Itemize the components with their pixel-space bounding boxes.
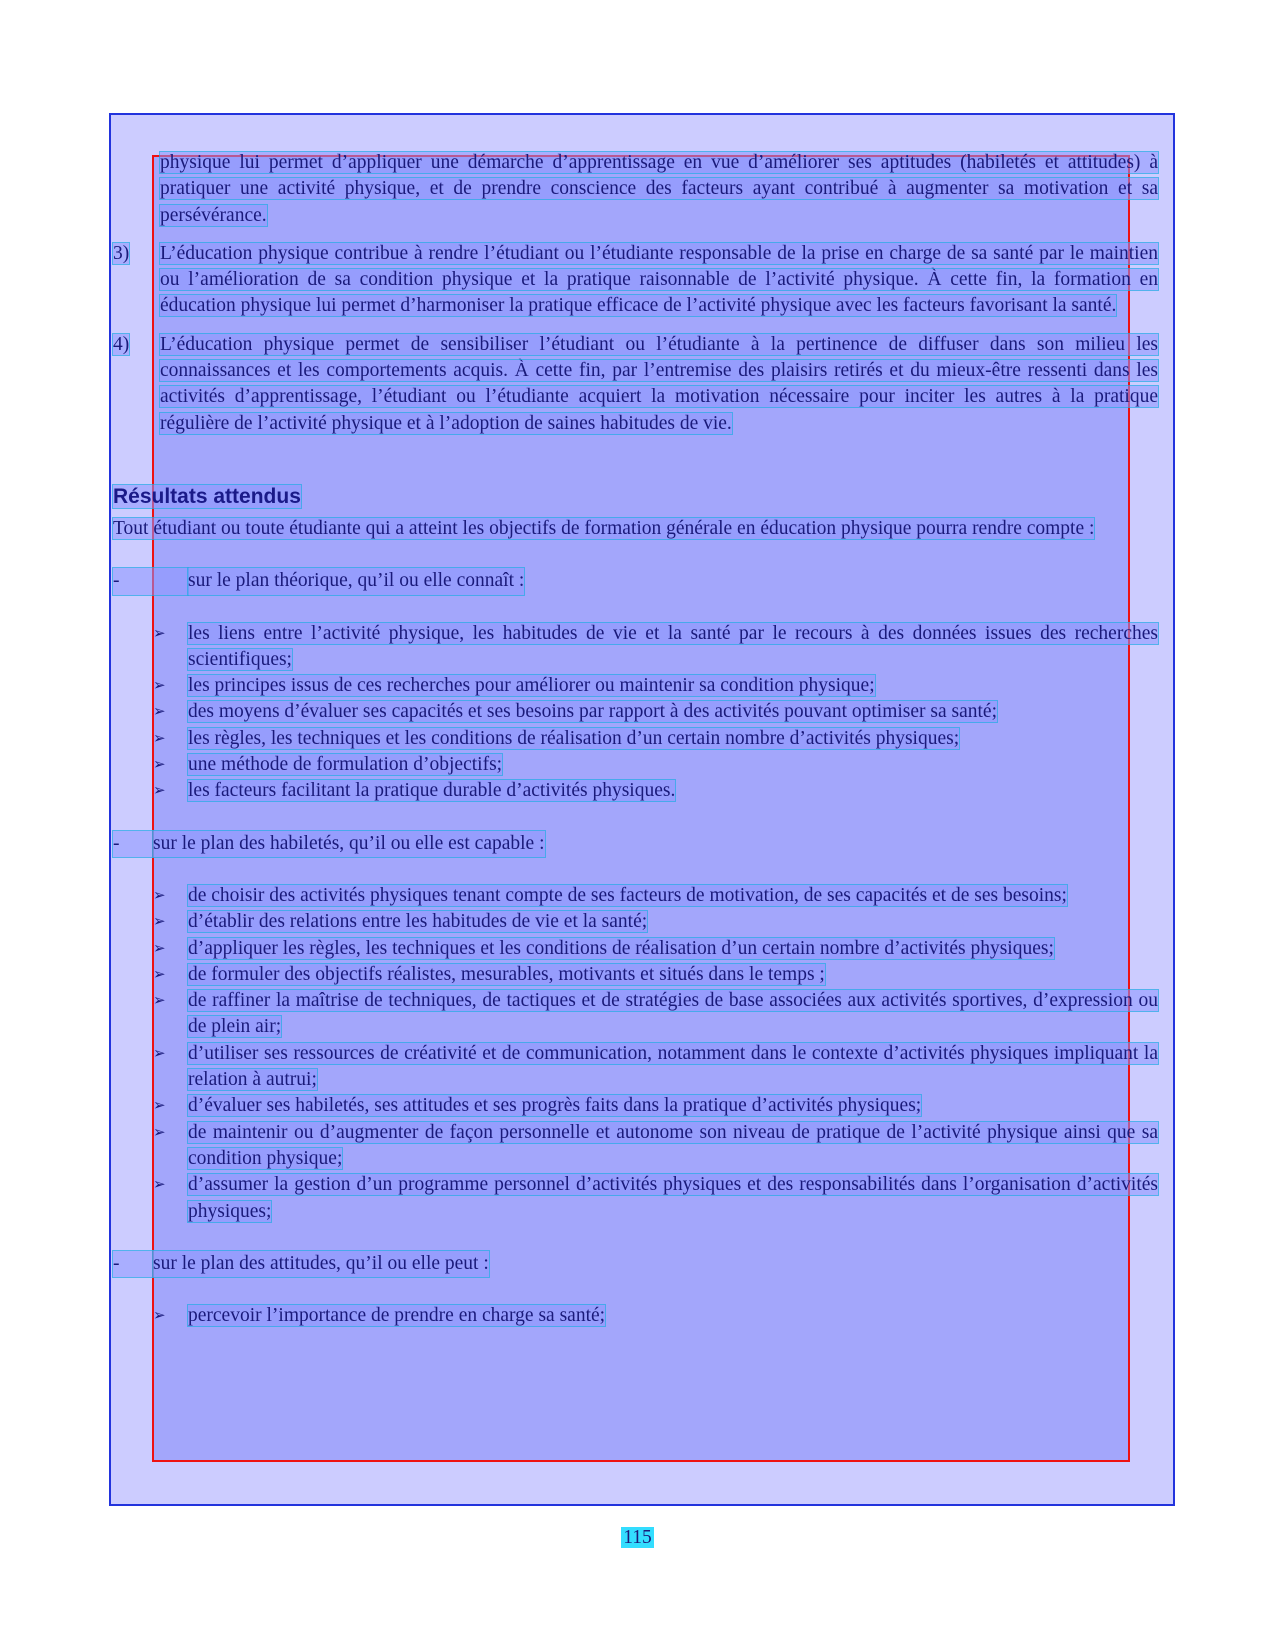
numbered-item: [113, 332, 1158, 437]
continuation-paragraph: physique lui permet d’appliquer une démarche d’apprentissage en vue d’améliorer ses aptitudes (habiletés et attitudes) à pratiquer une activité physique, et de prendre conscience des facteurs ayant contribué à augmenter sa motivation et sa persévérance.: [160, 152, 1158, 226]
list-item: ➢ de maintenir ou d’augmenter de façon personnelle et autonome son niveau de pratique de l’activité physique ainsi que sa condition physique;: [113, 1120, 1158, 1173]
list-item: ➢ percevoir l’importance de prendre en charge sa santé;: [113, 1303, 1158, 1329]
list-item: ➢ des moyens d’évaluer ses capacités et ses besoins par rapport à des activités pouvant optimiser sa santé;: [113, 699, 1158, 725]
list-item: ➢ les liens entre l’activité physique, les habitudes de vie et la santé par le recours à des données issues des recherches scientifiques;: [113, 621, 1158, 674]
list-item: ➢ les principes issus de ces recherches pour améliorer ou maintenir sa condition physique;: [113, 673, 1158, 699]
group-label: - sur le plan théorique, qu’il ou elle connaît :: [113, 568, 1158, 594]
page-content: [113, 150, 1158, 1329]
bullet-icon: ➢: [153, 1308, 166, 1325]
item-number: 4): [113, 333, 130, 355]
list-item: ➢ de choisir des activités physiques tenant compte de ses facteurs de motivation, de ses capacités et de ses besoins;: [113, 883, 1158, 909]
bullet-icon: ➢: [153, 783, 166, 800]
bullet-icon: ➢: [153, 993, 166, 1010]
item-text: L’éducation physique permet de sensibiliser l’étudiant ou l’étudiante à la pertinence de diffuser dans son milieu les connaissances et les comportements acquis. À cette fin, par l’entremise des plaisirs retirés et du mieux-être ressenti dans les activités d’apprentissage, l’étudiant ou l’étudiante acquiert la motivation nécessaire pour inciter les autres à la pratique régulière de l’activité physique et à l’adoption de saines habitudes de vie.: [160, 333, 1158, 434]
intro-paragraph: Tout étudiant ou toute étudiante qui a atteint les objectifs de formation générale en éducation physique pourra rendre compte :: [113, 517, 1095, 539]
bullet-icon: ➢: [153, 1177, 166, 1194]
group-label: - sur le plan des habiletés, qu’il ou elle est capable :: [113, 831, 1158, 857]
bullet-icon: ➢: [153, 1124, 166, 1141]
bullet-icon: ➢: [153, 678, 166, 695]
bullet-icon: ➢: [153, 1045, 166, 1062]
bullet-icon: ➢: [153, 625, 166, 642]
dash-marker: -: [113, 1251, 153, 1277]
list-item: ➢ les règles, les techniques et les conditions de réalisation d’un certain nombre d’activités physiques;: [113, 726, 1158, 752]
list-item: ➢ de raffiner la maîtrise de techniques, de tactiques et de stratégies de base associées aux activités sportives, d’expression ou de plein air;: [113, 988, 1158, 1041]
list-item: ➢ d’utiliser ses ressources de créativité et de communication, notamment dans le contexte d’activités physiques impliquant la relation à autrui;: [113, 1041, 1158, 1094]
item-text: L’éducation physique contribue à rendre l’étudiant ou l’étudiante responsable de la prise en charge de sa santé par le maintien ou l’amélioration de sa condition physique et la pratique raisonnable de l’activité physique. À cette fin, la formation en éducation physique lui permet d’harmoniser la pratique efficace de l’activité physique avec les facteurs favorisant la santé.: [160, 242, 1158, 317]
bullet-icon: ➢: [153, 940, 166, 957]
numbered-item: [113, 241, 1158, 320]
list-item: ➢ les facteurs facilitant la pratique durable d’activités physiques.: [113, 778, 1158, 804]
bullet-icon: ➢: [153, 757, 166, 774]
list-item: ➢ d’évaluer ses habiletés, ses attitudes et ses progrès faits dans la pratique d’activités physiques;: [113, 1093, 1158, 1119]
list-item: ➢ d’établir des relations entre les habitudes de vie et la santé;: [113, 909, 1158, 935]
bullet-icon: ➢: [153, 887, 166, 904]
item-number: 3): [113, 242, 130, 264]
section-heading: Résultats attendus: [113, 484, 301, 508]
bullet-icon: ➢: [153, 966, 166, 983]
bullet-icon: ➢: [153, 730, 166, 747]
dash-marker: -: [113, 568, 188, 594]
page-number: 115: [623, 1527, 652, 1548]
dash-marker: -: [113, 831, 153, 857]
list-item: ➢ de formuler des objectifs réalistes, mesurables, motivants et situés dans le temps ;: [113, 962, 1158, 988]
bullet-icon: ➢: [153, 914, 166, 931]
bullet-icon: ➢: [153, 704, 166, 721]
list-item: ➢ d’assumer la gestion d’un programme personnel d’activités physiques et des responsabilités dans l’organisation d’activités physiques;: [113, 1172, 1158, 1225]
list-item: ➢ d’appliquer les règles, les techniques et les conditions de réalisation d’un certain nombre d’activités physiques;: [113, 936, 1158, 962]
group-label: - sur le plan des attitudes, qu’il ou elle peut :: [113, 1251, 1158, 1277]
list-item: ➢ une méthode de formulation d’objectifs;: [113, 752, 1158, 778]
bullet-icon: ➢: [153, 1098, 166, 1115]
